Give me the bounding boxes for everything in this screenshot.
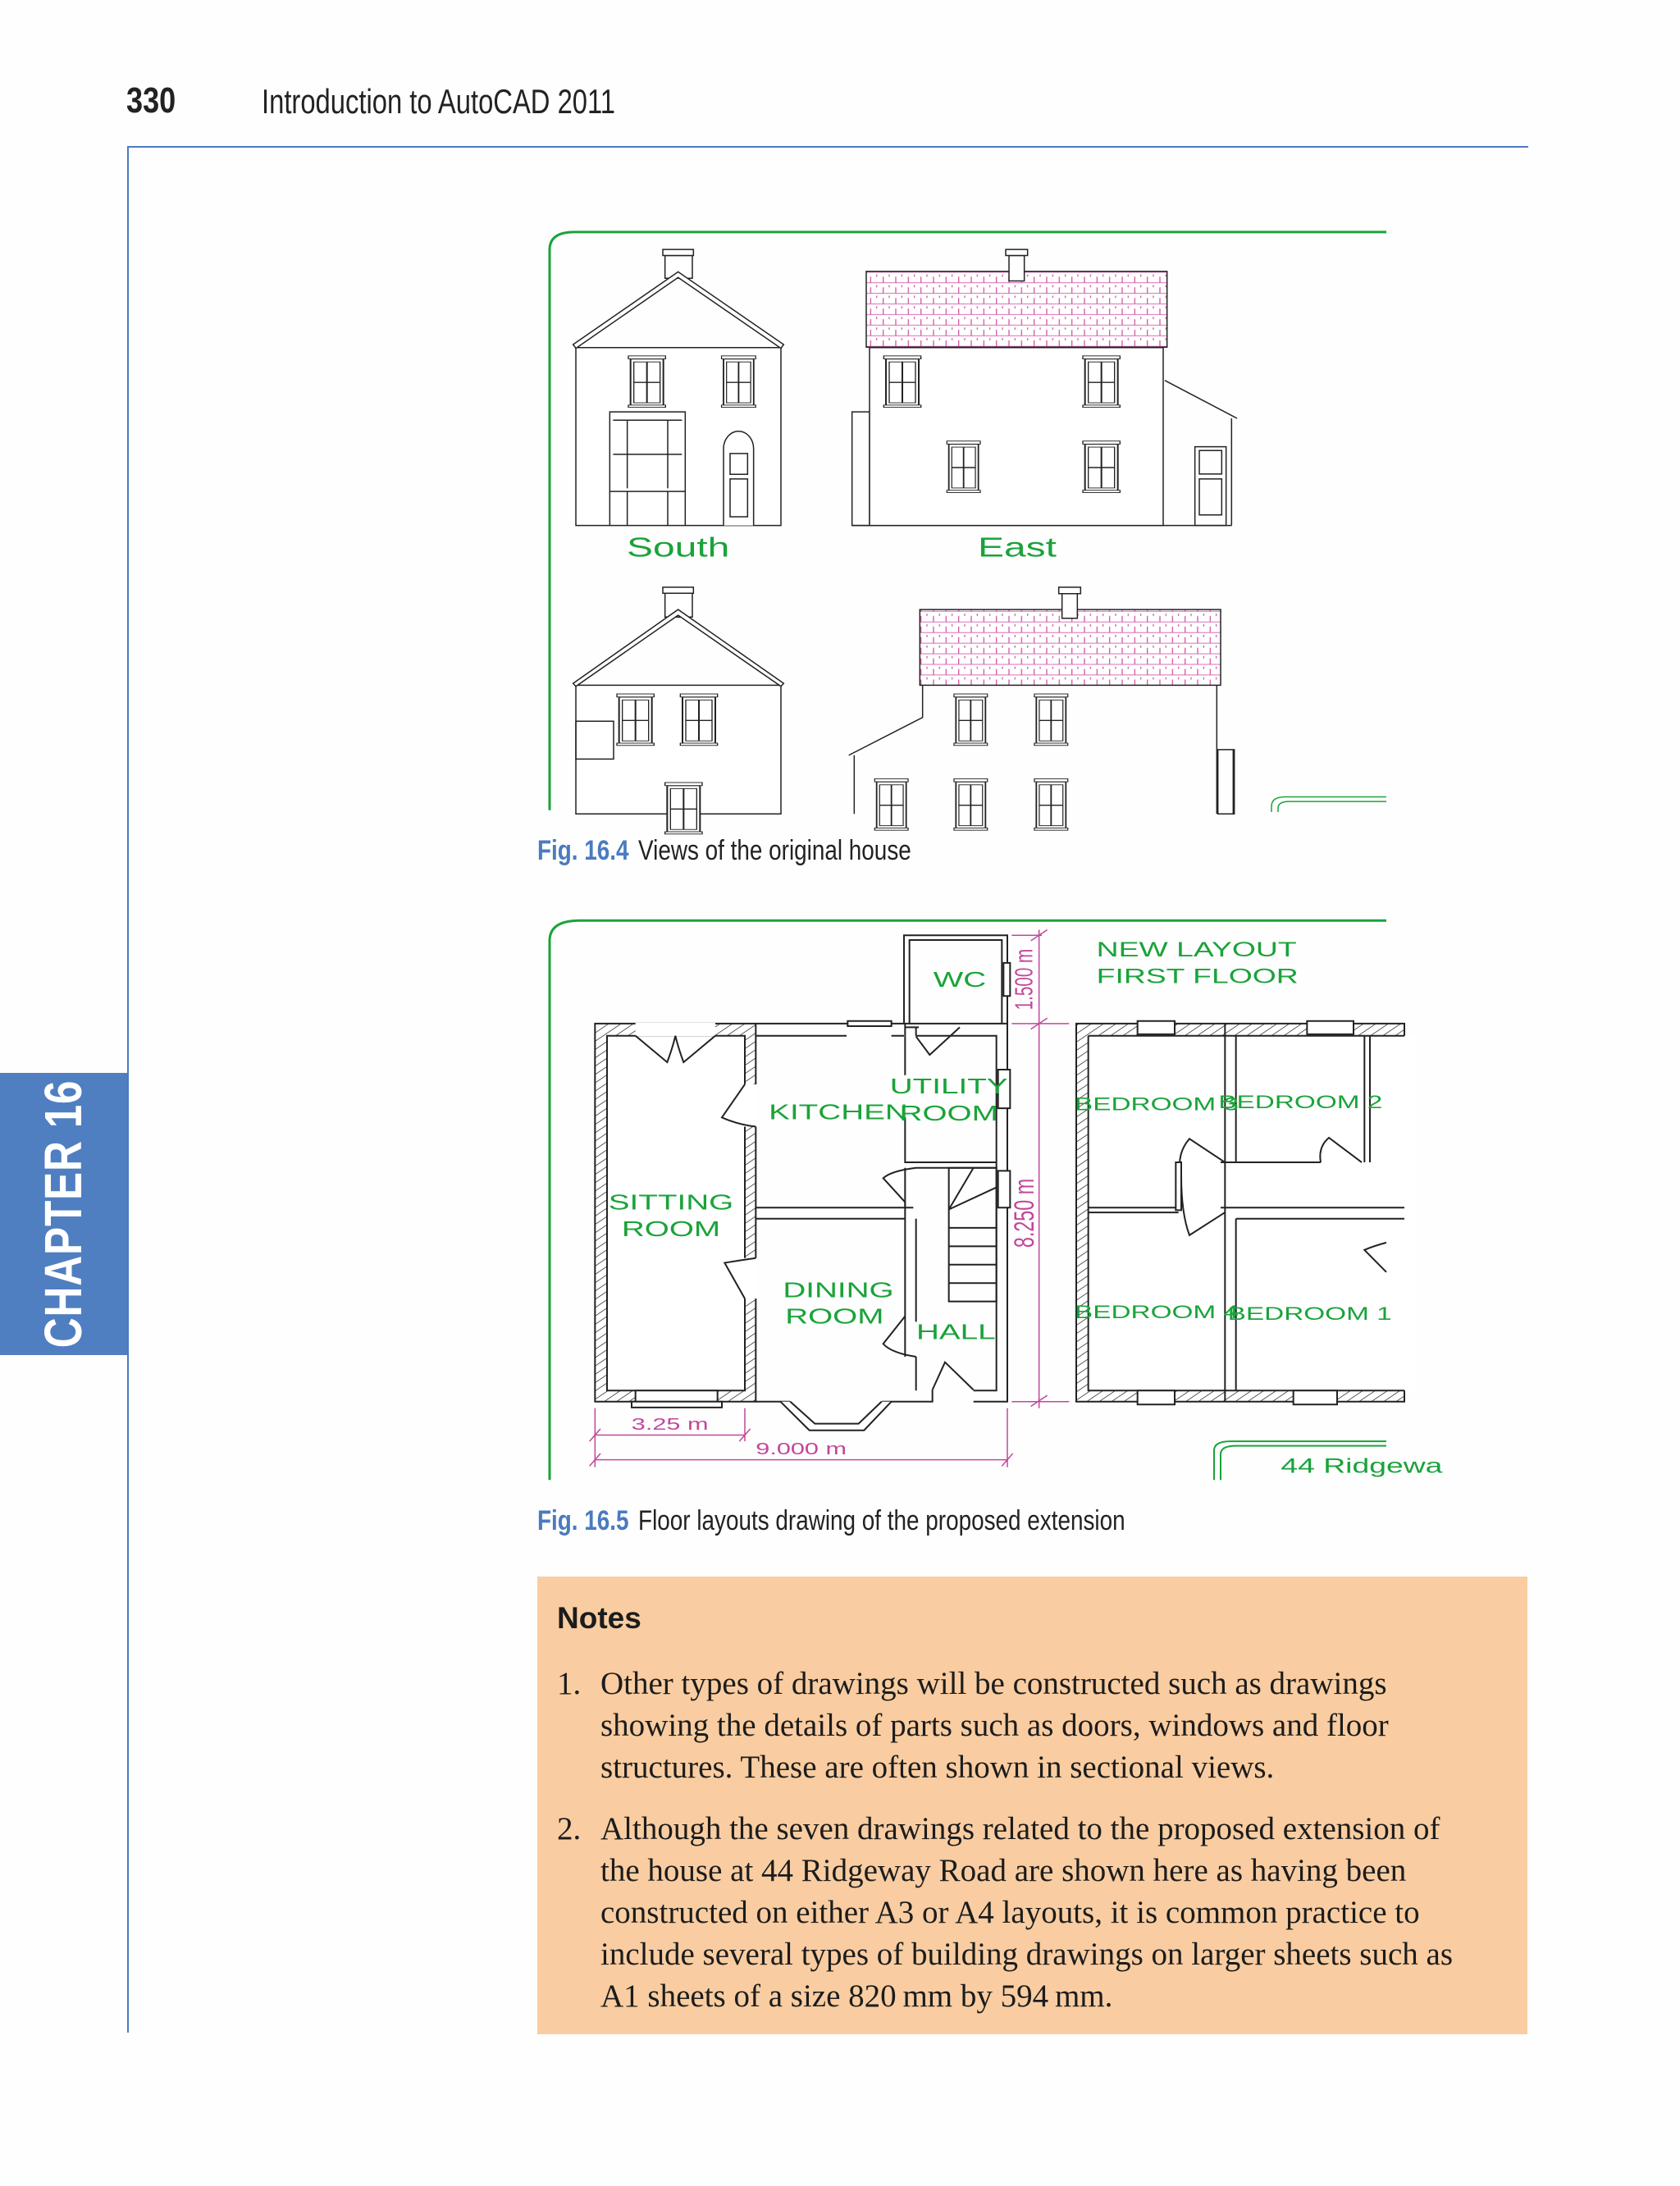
dimension-total-height: 8.250 m [1008, 1178, 1041, 1248]
note-line: A1 sheets of a size 820 mm by 594 mm. [600, 1978, 1113, 2014]
room-label-sitting: SITTING [608, 1189, 734, 1215]
note-line: structures. These are often shown in sectional views. [600, 1750, 1275, 1785]
figure-caption-text: Views of the original house [638, 835, 911, 866]
room-label-bedroom-4: BEDROOM 4 [1075, 1302, 1239, 1323]
label-south: South [626, 532, 730, 563]
page-number: 330 [126, 80, 176, 121]
label-east: East [977, 532, 1057, 563]
east-elevation [852, 249, 1237, 525]
room-label-wc: WC [933, 967, 987, 992]
notes-title: Notes [557, 1601, 641, 1635]
chapter-tab [0, 1073, 127, 1355]
note-line: constructed on either A3 or A4 layouts, it is common practice to [600, 1895, 1420, 1930]
note-line: showing the details of parts such as doors, windows and floor [600, 1708, 1389, 1743]
south-elevation [573, 249, 784, 525]
room-label-kitchen: KITCHEN [769, 1099, 908, 1125]
figure-caption-16-4 [537, 835, 911, 867]
room-label-dining-room: ROOM [785, 1303, 884, 1329]
note-line: Other types of drawings will be constructed such as drawings [600, 1666, 1387, 1701]
room-label-dining: DINING [783, 1277, 894, 1302]
figure-caption-16-5 [537, 1505, 1125, 1537]
first-floor-plan [1076, 1021, 1417, 1405]
header-rule [127, 146, 1528, 148]
room-label-bedroom-2: BEDROOM 2 [1218, 1092, 1383, 1113]
room-label-utility: UTILITY [889, 1074, 1008, 1098]
title-block-corner [1271, 797, 1386, 812]
room-label-bedroom-3: BEDROOM 3 [1075, 1093, 1239, 1115]
layout-title-1: NEW LAYOUT [1096, 938, 1297, 961]
elevations-drawing [541, 221, 1395, 812]
dimension-sitting-width: 3.25 m [631, 1413, 709, 1434]
book-title: Introduction to AutoCAD 2011 [262, 82, 616, 121]
dimension-total-width: 9.000 m [756, 1438, 847, 1458]
note-line: the house at 44 Ridgeway Road are shown here as having been [600, 1853, 1407, 1888]
title-block-text: 44 Ridgewa [1281, 1454, 1443, 1477]
room-label-sitting-room: ROOM [621, 1216, 721, 1241]
figure-number: Fig. 16.4 [537, 835, 629, 866]
figure-number: Fig. 16.5 [537, 1505, 629, 1536]
room-label-utility-room: ROOM [899, 1101, 998, 1125]
room-label-bedroom-1: BEDROOM 1 [1227, 1303, 1392, 1325]
notes-box [537, 1577, 1527, 2034]
room-label-hall: HALL [915, 1319, 996, 1344]
layout-title-2: FIRST FLOOR [1096, 964, 1299, 988]
figure-caption-text: Floor layouts drawing of the proposed extension [638, 1505, 1125, 1536]
floor-plan-drawing [541, 919, 1443, 1493]
chapter-label: CHAPTER 16 [34, 1079, 93, 1349]
note-line: Although the seven drawings related to the proposed extension of [600, 1811, 1440, 1846]
dimension-wc: 1.500 m [1009, 948, 1039, 1011]
north-elevation [573, 587, 784, 834]
ground-floor-plan [595, 935, 1010, 1431]
west-elevation [849, 587, 1235, 830]
margin-rule [127, 146, 129, 2033]
note-number: 2. [557, 1811, 582, 1846]
note-line: include several types of building drawings on larger sheets such as [600, 1937, 1454, 1972]
note-number: 1. [557, 1666, 582, 1701]
